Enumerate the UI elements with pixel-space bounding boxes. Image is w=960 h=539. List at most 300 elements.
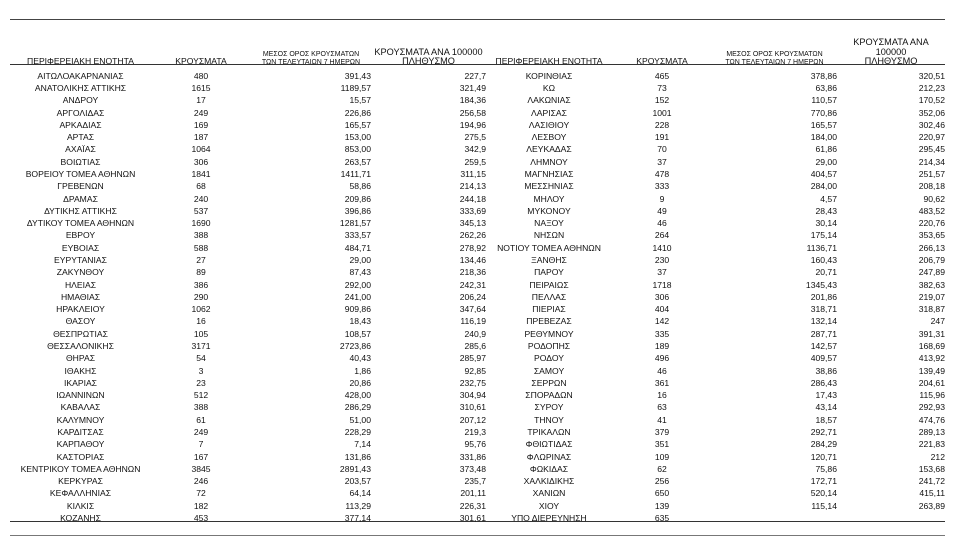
per100k-value: 226,31 — [459, 500, 486, 511]
cases-value: 333 — [654, 181, 670, 192]
cases-value: 16 — [657, 390, 667, 401]
per100k-value: 116,19 — [460, 316, 486, 327]
per100k-value: 247,89 — [918, 267, 945, 278]
covid-cases-table — [10, 38, 945, 524]
table-row — [10, 352, 945, 364]
region-name: ΔΥΤΙΚΟΥ ΤΟΜΕΑ ΑΘΗΝΩΝ — [26, 218, 135, 229]
avg-7day-value: 110,57 — [811, 95, 837, 106]
region-name: ΑΝΔΡΟΥ — [62, 95, 99, 106]
per100k-value — [837, 512, 945, 524]
region-name: ΚΕΡΚΥΡΑΣ — [58, 476, 103, 487]
table-row — [10, 242, 945, 254]
cases-value: 1841 — [191, 169, 211, 180]
per100k-value: 242,31 — [459, 279, 486, 290]
avg-7day-value: 284,00 — [810, 181, 837, 192]
region-name: ΚΑΒΑΛΑΣ — [60, 402, 101, 413]
table-row — [10, 180, 945, 192]
avg-7day-value: 28,43 — [815, 205, 837, 216]
table-row — [10, 451, 945, 463]
avg-7day-value: 1189,57 — [340, 83, 371, 94]
table-row — [10, 291, 945, 303]
cases-value: 61 — [196, 414, 206, 425]
table-row — [10, 426, 945, 438]
cases-value: 246 — [193, 476, 209, 487]
avg-7day-value: 378,86 — [810, 70, 837, 81]
region-name: ΚΟΖΑΝΗΣ — [60, 512, 101, 523]
per100k-value: 221,83 — [918, 439, 945, 450]
cases-value: 635 — [654, 512, 670, 523]
avg-7day-value: 113,29 — [345, 500, 371, 511]
per100k-value: 235,7 — [464, 476, 486, 487]
cases-value: 588 — [193, 242, 209, 253]
per100k-value: 320,51 — [918, 70, 945, 81]
cases-header: ΚΡΟΥΣΜΑΤΑ — [636, 56, 688, 67]
cases-value: 351 — [654, 439, 670, 450]
region-header: ΠΕΡΙΦΕΡΕΙΑΚΗ ΕΝΟΤΗΤΑ — [27, 56, 134, 67]
table-row — [10, 94, 945, 106]
avg-7day-value — [712, 512, 837, 524]
region-name: ΣΕΡΡΩΝ — [531, 377, 567, 388]
cases-header: ΚΡΟΥΣΜΑΤΑ — [175, 56, 227, 67]
cases-value: 7 — [198, 439, 204, 450]
region-name: ΜΗΛΟΥ — [533, 193, 565, 204]
table-body — [10, 70, 945, 524]
per100k-value: 278,92 — [459, 242, 486, 253]
cases-value: 290 — [193, 291, 209, 302]
per100k-value: 92,85 — [464, 365, 486, 376]
region-name: ΚΑΡΠΑΘΟΥ — [56, 439, 105, 450]
region-name: ΘΕΣΣΑΛΟΝΙΚΗΣ — [47, 340, 114, 351]
per100k-value: 483,52 — [918, 205, 945, 216]
cases-value: 182 — [193, 500, 209, 511]
region-name: ΑΧΑΪΑΣ — [65, 144, 96, 155]
avg-7day-value: 284,29 — [810, 439, 837, 450]
table-row — [10, 512, 945, 524]
cases-value: 249 — [193, 426, 209, 437]
avg-7day-value: 396,86 — [344, 205, 371, 216]
table-row — [10, 82, 945, 94]
per100k-value: 256,58 — [459, 107, 486, 118]
region-name: ΚΑΡΔΙΤΣΑΣ — [57, 426, 104, 437]
cases-value: 3171 — [191, 340, 211, 351]
region-name: ΙΘΑΚΗΣ — [64, 365, 97, 376]
cases-value: 650 — [654, 488, 670, 499]
per100k-value: 241,72 — [918, 476, 945, 487]
avg-7day-value: 520,14 — [810, 488, 837, 499]
cases-value: 167 — [193, 451, 209, 462]
table-row — [10, 463, 945, 475]
per100k-value: 391,31 — [918, 328, 945, 339]
avg-7day-value: 132,14 — [810, 316, 837, 327]
cases-value: 1062 — [191, 304, 211, 315]
cases-value: 496 — [654, 353, 670, 364]
cases-value: 152 — [654, 95, 670, 106]
region-name: ΡΕΘΥΜΝΟΥ — [524, 328, 574, 339]
cases-value: 1410 — [652, 242, 672, 253]
avg-7day-value: 1,86 — [354, 365, 371, 376]
cases-value: 379 — [654, 426, 670, 437]
per100k-value: 373,48 — [459, 463, 486, 474]
per100k-value: 310,61 — [459, 402, 486, 413]
per100k-value: 90,62 — [923, 193, 945, 204]
region-name: ΚΟΡΙΝΘΙΑΣ — [525, 70, 573, 81]
avg-7day-value: 175,14 — [810, 230, 837, 241]
per100k-value: 208,18 — [918, 181, 945, 192]
avg-7day-value: 165,57 — [344, 119, 371, 130]
table-row — [10, 254, 945, 266]
avg-7day-value: 203,57 — [344, 476, 371, 487]
cases-value: 306 — [193, 156, 209, 167]
avg-7day-value: 391,43 — [344, 70, 371, 81]
per100k-header: ΚΡΟΥΣΜΑΤΑ ΑΝΑ 100000 ΠΛΗΘΥΣΜΟ — [374, 46, 483, 67]
avg-7day-value: 153,00 — [344, 132, 371, 143]
region-name: ΠΙΕΡΙΑΣ — [532, 304, 566, 315]
cases-value: 1064 — [191, 144, 211, 155]
region-name: ΒΟΙΩΤΙΑΣ — [60, 156, 101, 167]
per100k-value: 244,18 — [459, 193, 486, 204]
avg-7day-value: 228,29 — [344, 426, 371, 437]
per100k-value: 292,93 — [918, 402, 945, 413]
per100k-value: 95,76 — [464, 439, 486, 450]
cases-value: 73 — [657, 83, 667, 94]
cases-value: 240 — [193, 193, 209, 204]
region-name: ΔΡΑΜΑΣ — [63, 193, 98, 204]
avg-7day-value: 120,71 — [810, 451, 837, 462]
cases-value: 72 — [196, 488, 206, 499]
cases-value: 264 — [654, 230, 670, 241]
per100k-value: 201,11 — [460, 488, 486, 499]
region-name: ΜΥΚΟΝΟΥ — [527, 205, 571, 216]
avg-7day-value: 428,00 — [344, 390, 371, 401]
cases-value: 386 — [193, 279, 209, 290]
per100k-value: 214,13 — [459, 181, 486, 192]
cases-value: 139 — [654, 500, 670, 511]
cases-value: 109 — [654, 451, 670, 462]
table-row — [10, 365, 945, 377]
table-row — [10, 143, 945, 155]
per100k-value: 219,07 — [918, 291, 945, 302]
avg-header: ΜΕΣΟΣ ΟΡΟΣ ΚΡΟΥΣΜΑΤΩΝ ΤΩΝ ΤΕΛΕΥΤΑΙΩΝ 7 ΗΜΕΡΩΝ — [261, 50, 361, 66]
cases-value: 142 — [654, 316, 670, 327]
region-name: ΑΙΤΩΛΟΑΚΑΡΝΑΝΙΑΣ — [37, 70, 124, 81]
per100k-value: 184,36 — [459, 95, 486, 106]
avg-7day-value: 770,86 — [810, 107, 837, 118]
region-name: ΣΥΡΟΥ — [534, 402, 564, 413]
per100k-value: 227,7 — [464, 70, 486, 81]
avg-7day-value: 115,14 — [811, 500, 837, 511]
avg-7day-value: 209,86 — [344, 193, 371, 204]
avg-7day-value: 318,71 — [810, 304, 837, 315]
cases-value: 228 — [654, 119, 670, 130]
region-name: ΦΘΙΩΤΙΔΑΣ — [525, 439, 573, 450]
cases-value: 453 — [193, 512, 209, 523]
table-row — [10, 119, 945, 131]
cases-value: 68 — [196, 181, 206, 192]
per100k-value: 275,5 — [464, 132, 486, 143]
avg-7day-value: 20,71 — [815, 267, 837, 278]
avg-7day-value: 29,00 — [349, 255, 371, 265]
avg-7day-value: 184,00 — [810, 132, 837, 143]
region-name: ΛΑΣΙΘΙΟΥ — [528, 119, 570, 130]
cases-value: 3845 — [191, 463, 211, 474]
region-name: ΑΝΑΤΟΛΙΚΗΣ ΑΤΤΙΚΗΣ — [34, 83, 127, 94]
cases-value: 17 — [196, 95, 206, 106]
avg-7day-value: 853,00 — [344, 144, 371, 155]
cases-value: 388 — [193, 230, 209, 241]
region-name: ΘΕΣΠΡΩΤΙΑΣ — [53, 328, 108, 339]
avg-7day-value: 7,14 — [354, 439, 371, 450]
avg-7day-value: 292,71 — [810, 426, 837, 437]
cases-value: 306 — [654, 291, 670, 302]
per100k-value: 318,87 — [918, 304, 945, 315]
cases-value: 41 — [657, 414, 667, 425]
cases-value: 478 — [654, 169, 670, 180]
per100k-value: 170,52 — [918, 95, 945, 106]
per100k-value: 285,6 — [464, 340, 486, 351]
cases-value: 230 — [654, 255, 670, 265]
avg-7day-value: 2891,43 — [339, 463, 371, 474]
cases-value: 480 — [193, 70, 209, 81]
avg-7day-value: 43,14 — [815, 402, 837, 413]
region-name: ΡΟΔΟΥ — [534, 353, 564, 364]
cases-value: 335 — [654, 328, 670, 339]
per100k-value: 115,96 — [919, 390, 945, 401]
table-row — [10, 217, 945, 229]
region-name: ΚΑΛΥΜΝΟΥ — [56, 414, 105, 425]
avg-7day-value: 241,00 — [344, 291, 371, 302]
per100k-value: 347,64 — [459, 304, 486, 315]
per100k-value: 240,9 — [464, 328, 486, 339]
region-name: ΕΒΡΟΥ — [65, 230, 96, 241]
region-name: ΗΛΕΙΑΣ — [64, 279, 97, 290]
avg-7day-value: 108,57 — [344, 328, 371, 339]
per100k-value: 353,65 — [918, 230, 945, 241]
avg-7day-value: 377,14 — [344, 512, 371, 523]
avg-7day-value: 15,57 — [349, 95, 371, 106]
cases-value: 16 — [196, 316, 206, 327]
region-name: ΠΑΡΟΥ — [534, 267, 564, 278]
table-row — [10, 279, 945, 291]
region-name: ΘΑΣΟΥ — [65, 316, 96, 327]
cases-value: 49 — [657, 205, 667, 216]
avg-7day-value: 51,00 — [349, 414, 371, 425]
cases-value: 361 — [654, 377, 670, 388]
avg-7day-value: 75,86 — [815, 463, 837, 474]
avg-7day-value: 263,57 — [344, 156, 371, 167]
avg-7day-value: 160,43 — [810, 255, 837, 265]
per100k-value: 382,63 — [918, 279, 945, 290]
avg-7day-value: 165,57 — [810, 119, 837, 130]
region-name: ΞΑΝΘΗΣ — [531, 255, 567, 265]
per100k-value: 302,46 — [918, 119, 945, 130]
cases-value: 1001 — [652, 107, 672, 118]
region-name: ΛΗΜΝΟΥ — [530, 156, 568, 167]
region-name: ΖΑΚΥΝΘΟΥ — [56, 267, 105, 278]
per100k-value: 194,96 — [459, 119, 486, 130]
cases-value: 187 — [193, 132, 209, 143]
table-row — [10, 500, 945, 512]
avg-7day-value: 64,14 — [349, 488, 371, 499]
region-name: ΤΗΝΟΥ — [534, 414, 564, 425]
per100k-value: 212,23 — [918, 83, 945, 94]
region-name: ΣΑΜΟΥ — [533, 365, 565, 376]
per100k-value: 311,15 — [460, 169, 486, 180]
cases-value: 105 — [193, 328, 209, 339]
cases-value: 3 — [198, 365, 204, 376]
cases-value: 46 — [657, 365, 667, 376]
avg-7day-value: 63,86 — [815, 83, 837, 94]
avg-7day-value: 2723,86 — [339, 340, 371, 351]
avg-7day-value: 909,86 — [344, 304, 371, 315]
table-row — [10, 438, 945, 450]
avg-7day-value: 18,43 — [349, 316, 371, 327]
region-name: ΦΛΩΡΙΝΑΣ — [526, 451, 572, 462]
per100k-value: 289,13 — [918, 426, 945, 437]
per100k-value: 220,97 — [918, 132, 945, 143]
per100k-value: 295,45 — [918, 144, 945, 155]
table-row — [10, 328, 945, 340]
avg-7day-value: 1411,71 — [340, 169, 371, 180]
per100k-value: 207,12 — [459, 414, 486, 425]
per100k-value: 232,75 — [459, 377, 486, 388]
cases-value: 46 — [657, 218, 667, 229]
region-name: ΠΕΛΛΑΣ — [531, 291, 567, 302]
per100k-value: 247 — [930, 316, 945, 327]
region-name: ΛΑΡΙΣΑΣ — [531, 107, 567, 118]
table-row — [10, 193, 945, 205]
table-row — [10, 131, 945, 143]
region-header: ΠΕΡΙΦΕΡΕΙΑΚΗ ΕΝΟΤΗΤΑ — [495, 56, 603, 67]
table-row — [10, 168, 945, 180]
cases-value: 27 — [196, 255, 206, 265]
per100k-value: 321,49 — [459, 83, 486, 94]
region-name: ΦΩΚΙΔΑΣ — [529, 463, 569, 474]
table-row — [10, 389, 945, 401]
avg-7day-value: 226,86 — [344, 107, 371, 118]
region-name: ΚΑΣΤΟΡΙΑΣ — [56, 451, 105, 462]
avg-7day-value: 1345,43 — [805, 279, 837, 290]
per100k-value: 304,94 — [459, 390, 486, 401]
avg-7day-value: 30,14 — [815, 218, 837, 229]
per100k-value: 134,46 — [459, 255, 486, 265]
region-name: ΚΕΝΤΡΙΚΟΥ ΤΟΜΕΑ ΑΘΗΝΩΝ — [20, 463, 141, 474]
cases-value: 465 — [654, 70, 670, 81]
cases-value: 54 — [196, 353, 206, 364]
cases-value: 1718 — [652, 279, 672, 290]
cases-value: 9 — [659, 193, 665, 204]
per100k-value: 168,69 — [918, 340, 945, 351]
avg-7day-value: 409,57 — [810, 353, 837, 364]
table-row — [10, 70, 945, 82]
region-name: ΑΡΤΑΣ — [66, 132, 95, 143]
per100k-value: 153,68 — [918, 463, 945, 474]
cases-value: 256 — [654, 476, 670, 487]
region-name: ΚΕΦΑΛΛΗΝΙΑΣ — [49, 488, 112, 499]
cases-value: 62 — [657, 463, 667, 474]
table-row — [10, 315, 945, 327]
avg-7day-value: 287,71 — [810, 328, 837, 339]
per100k-value: 214,34 — [918, 156, 945, 167]
region-name: ΑΡΓΟΛΙΔΑΣ — [56, 107, 105, 118]
per100k-value: 204,61 — [918, 377, 945, 388]
region-name: ΜΕΣΣΗΝΙΑΣ — [524, 181, 574, 192]
cases-value: 249 — [193, 107, 209, 118]
avg-7day-value: 87,43 — [349, 267, 371, 278]
avg-7day-value: 1136,71 — [806, 242, 837, 253]
region-name: ΒΟΡΕΙΟΥ ΤΟΜΕΑ ΑΘΗΝΩΝ — [25, 169, 136, 180]
per100k-value: 259,5 — [464, 156, 486, 167]
region-name: ΚΩ — [542, 83, 556, 94]
header-row — [10, 38, 945, 70]
region-name: ΧΑΝΙΩΝ — [532, 488, 566, 499]
cases-value: 1615 — [191, 83, 211, 94]
region-name: ΧΙΟΥ — [538, 500, 560, 511]
per100k-value: 266,13 — [918, 242, 945, 253]
region-name: ΠΕΙΡΑΙΩΣ — [529, 279, 569, 290]
region-name: ΙΩΑΝΝΙΝΩΝ — [56, 390, 105, 401]
avg-header: ΜΕΣΟΣ ΟΡΟΣ ΚΡΟΥΣΜΑΤΩΝ ΤΩΝ ΤΕΛΕΥΤΑΙΩΝ 7 ΗΜΕΡΩΝ — [725, 50, 824, 66]
avg-7day-value: 142,57 — [810, 340, 837, 351]
table-row — [10, 487, 945, 499]
cases-value: 512 — [193, 390, 209, 401]
region-name: ΘΗΡΑΣ — [65, 353, 96, 364]
table-row — [10, 475, 945, 487]
per100k-value: 345,13 — [459, 218, 486, 229]
avg-7day-value: 1281,57 — [339, 218, 371, 229]
region-name: ΤΡΙΚΑΛΩΝ — [527, 426, 571, 437]
cases-value: 63 — [657, 402, 667, 413]
region-name: ΧΑΛΚΙΔΙΚΗΣ — [523, 476, 575, 487]
per100k-value: 139,49 — [918, 365, 945, 376]
table-row — [10, 229, 945, 241]
per100k-value: 220,76 — [918, 218, 945, 229]
cases-value: 537 — [193, 205, 209, 216]
region-name: ΜΑΓΝΗΣΙΑΣ — [524, 169, 574, 180]
table-row — [10, 266, 945, 278]
table-row — [10, 414, 945, 426]
avg-7day-value: 333,57 — [344, 230, 371, 241]
table-row — [10, 377, 945, 389]
per100k-value: 206,79 — [918, 255, 945, 265]
avg-7day-value: 20,86 — [349, 377, 371, 388]
table-row — [10, 401, 945, 413]
cases-value: 37 — [657, 267, 667, 278]
region-name: ΡΟΔΟΠΗΣ — [527, 340, 571, 351]
region-name: ΝΗΣΩΝ — [533, 230, 565, 241]
avg-7day-value: 201,86 — [810, 291, 837, 302]
table-row — [10, 205, 945, 217]
cases-value: 23 — [196, 377, 206, 388]
per100k-value: 415,11 — [919, 488, 945, 499]
region-name: ΓΡΕΒΕΝΩΝ — [57, 181, 104, 192]
region-name: ΙΚΑΡΙΑΣ — [63, 377, 97, 388]
avg-7day-value: 286,43 — [810, 377, 837, 388]
per100k-value: 263,89 — [918, 500, 945, 511]
top-rule — [10, 19, 945, 20]
avg-7day-value: 29,00 — [815, 156, 837, 167]
table-row — [10, 340, 945, 352]
cases-value: 191 — [654, 132, 670, 143]
region-name: ΕΥΡΥΤΑΝΙΑΣ — [54, 255, 107, 265]
cases-value: 1690 — [191, 218, 211, 229]
table-row — [10, 107, 945, 119]
cases-value: 189 — [654, 340, 670, 351]
per100k-value: 301,61 — [459, 512, 486, 523]
per100k-value: 474,76 — [918, 414, 945, 425]
avg-7day-value: 4,57 — [820, 193, 837, 204]
avg-7day-value: 38,86 — [815, 365, 837, 376]
footer-rule — [10, 535, 945, 536]
